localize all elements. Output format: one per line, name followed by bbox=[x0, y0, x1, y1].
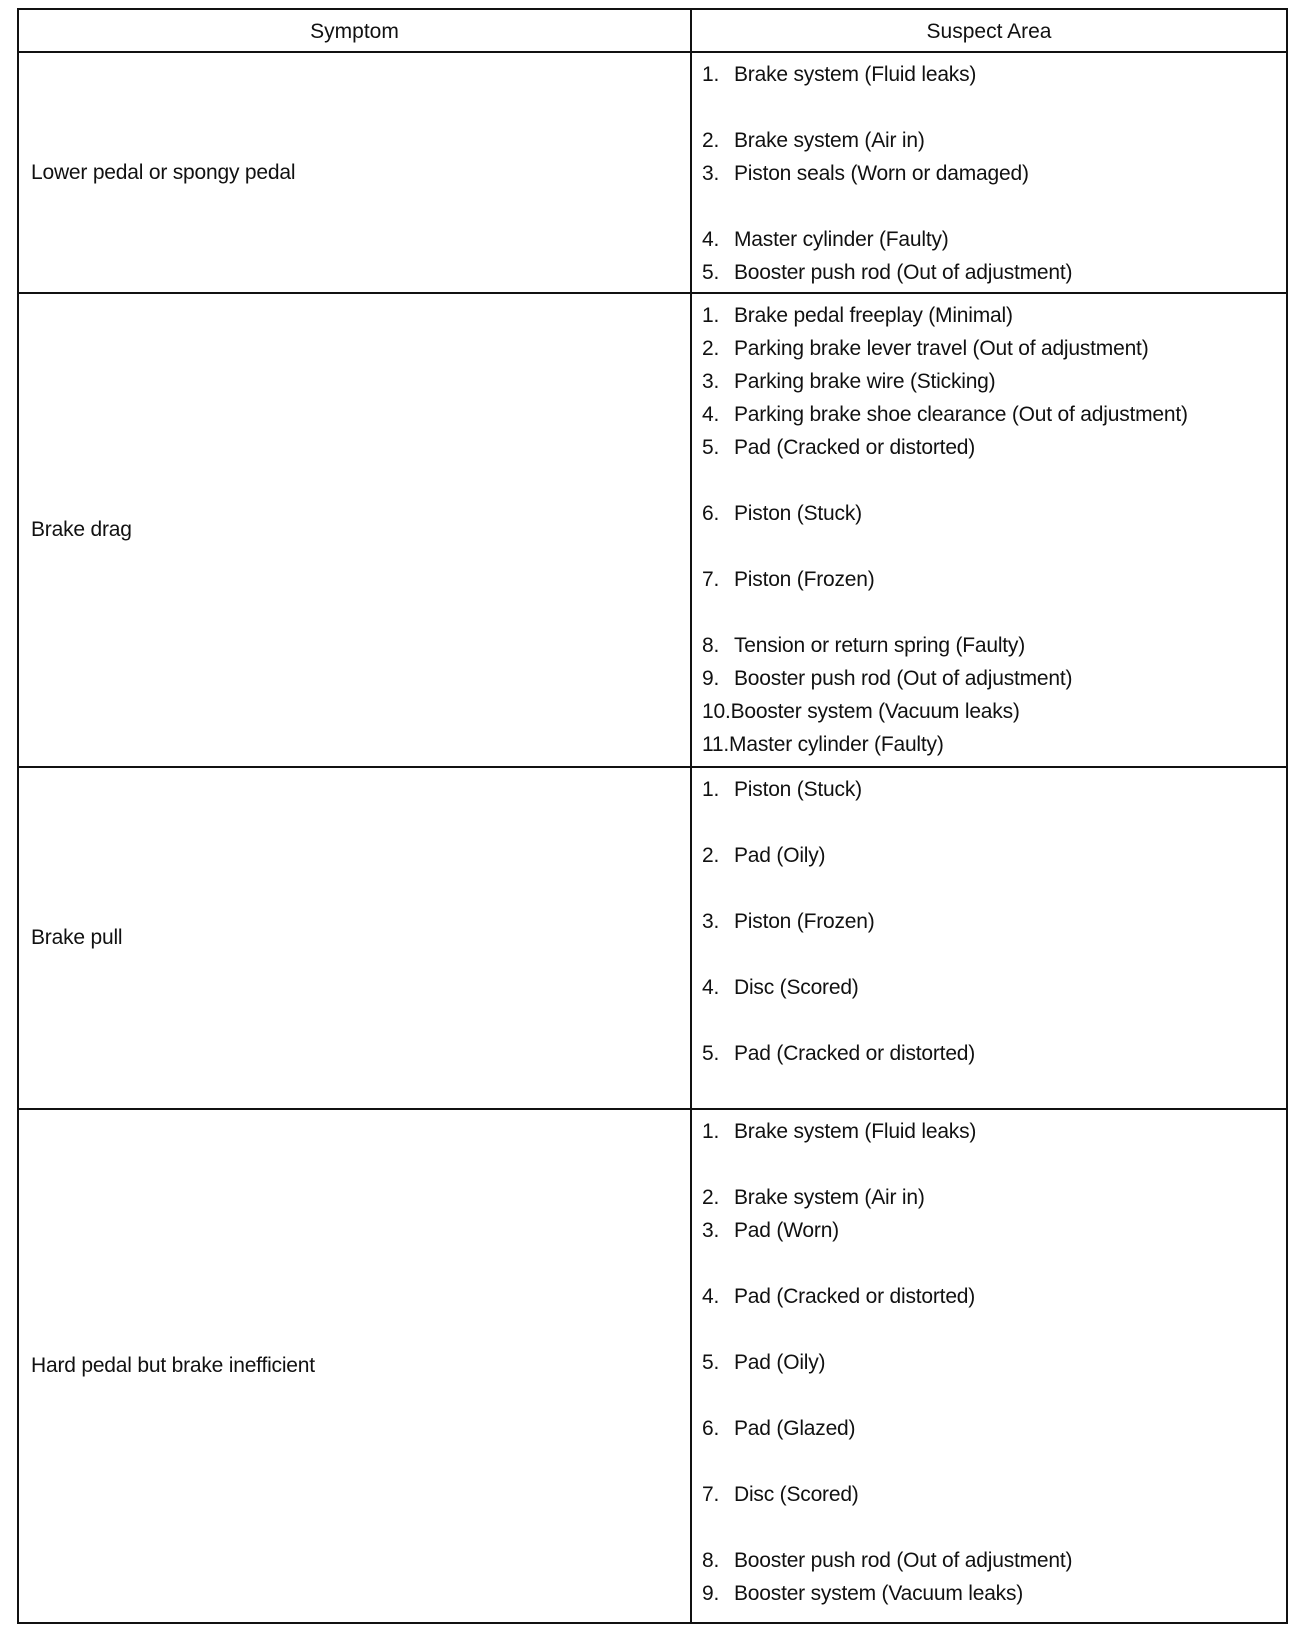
list-item: 9. Booster system (Vacuum leaks) bbox=[702, 1582, 1024, 1605]
list-item: 3. Piston seals (Worn or damaged) bbox=[702, 162, 1029, 185]
list-item: 4. Master cylinder (Faulty) bbox=[702, 228, 949, 251]
list-item: 2. Parking brake lever travel (Out of adjustment) bbox=[702, 337, 1149, 360]
table-row bbox=[19, 768, 1286, 1110]
suspect-area-list bbox=[702, 53, 1286, 292]
symptom-cell: Lower pedal or spongy pedal bbox=[19, 53, 692, 292]
symptom-cell: Brake pull bbox=[19, 768, 692, 1108]
list-item: 2. Brake system (Air in) bbox=[702, 1186, 925, 1209]
list-item: 4. Parking brake shoe clearance (Out of adjustment) bbox=[702, 403, 1188, 426]
symptom-table bbox=[17, 8, 1288, 1624]
list-item: 6. Piston (Stuck) bbox=[702, 502, 862, 525]
table-row bbox=[19, 1110, 1286, 1622]
list-item: 6. Pad (Glazed) bbox=[702, 1417, 856, 1440]
list-item: 1. Brake system (Fluid leaks) bbox=[702, 63, 977, 86]
list-item: 1. Brake pedal freeplay (Minimal) bbox=[702, 304, 1013, 327]
list-item: 1. Brake system (Fluid leaks) bbox=[702, 1120, 977, 1143]
list-item: 4. Pad (Cracked or distorted) bbox=[702, 1285, 976, 1308]
symptom-cell: Brake drag bbox=[19, 294, 692, 766]
symptom-cell: Hard pedal but brake inefficient bbox=[19, 1110, 692, 1622]
list-item: 8. Tension or return spring (Faulty) bbox=[702, 634, 1026, 657]
table-row bbox=[19, 53, 1286, 294]
list-item: 2. Pad (Oily) bbox=[702, 844, 826, 867]
list-item: 7. Piston (Frozen) bbox=[702, 568, 875, 591]
header-symptom: Symptom bbox=[19, 10, 692, 53]
suspect-area-list bbox=[702, 294, 1286, 766]
list-item: 11.Master cylinder (Faulty) bbox=[702, 733, 944, 756]
list-item: 5. Pad (Oily) bbox=[702, 1351, 826, 1374]
list-item: 1. Piston (Stuck) bbox=[702, 778, 862, 801]
list-item: 3. Piston (Frozen) bbox=[702, 910, 875, 933]
list-item: 9. Booster push rod (Out of adjustment) bbox=[702, 667, 1073, 690]
list-item: 10.Booster system (Vacuum leaks) bbox=[702, 700, 1020, 723]
list-item: 8. Booster push rod (Out of adjustment) bbox=[702, 1549, 1073, 1572]
list-item: 3. Pad (Worn) bbox=[702, 1219, 839, 1242]
list-item: 5. Pad (Cracked or distorted) bbox=[702, 1042, 976, 1065]
list-item: 5. Booster push rod (Out of adjustment) bbox=[702, 261, 1073, 284]
list-item: 3. Parking brake wire (Sticking) bbox=[702, 370, 996, 393]
list-item: 4. Disc (Scored) bbox=[702, 976, 859, 999]
list-item: 2. Brake system (Air in) bbox=[702, 129, 925, 152]
list-item: 7. Disc (Scored) bbox=[702, 1483, 859, 1506]
suspect-area-list bbox=[702, 768, 1286, 1108]
list-item: 5. Pad (Cracked or distorted) bbox=[702, 436, 976, 459]
header-suspect-area: Suspect Area bbox=[692, 10, 1286, 53]
table-row bbox=[19, 294, 1286, 768]
suspect-area-list bbox=[702, 1110, 1286, 1622]
